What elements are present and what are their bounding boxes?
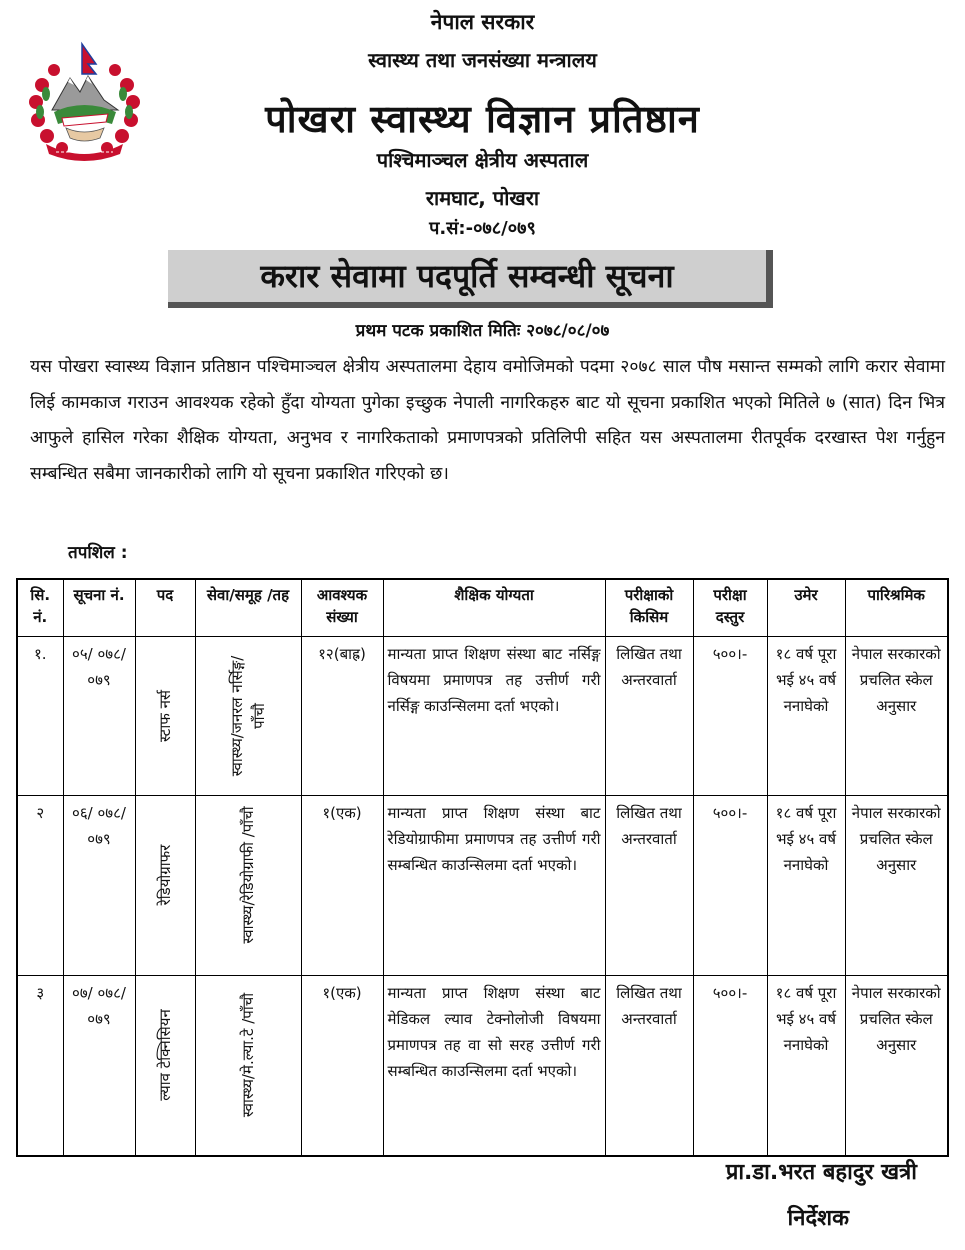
row-count: १२(बाह्र) [301, 637, 383, 796]
reference-number: प.सं:-०७८/०७९ [429, 218, 536, 239]
publication-date: प्रथम पटक प्रकाशित मितिः २०७८/०८/०७ [355, 321, 610, 341]
row-fee: ५००।- [693, 796, 767, 976]
header-cell: सि. नं. [17, 579, 63, 637]
service-text: स्वास्थ्य/मे.ल्या.टे /पाँचौ [239, 992, 257, 1118]
row-post [135, 796, 195, 976]
row-exam-type: लिखित तथा अन्तरवार्ता [605, 796, 693, 976]
row-qualification: मान्यता प्राप्त शिक्षण संस्था बाट रेडियोग्राफीमा प्रमाणपत्र तह उत्तीर्ण गरी सम्बन्धित काउन्सिलमा दर्ता भएको। [383, 796, 605, 976]
row-fee: ५००।- [693, 637, 767, 796]
row-sn: १. [17, 637, 63, 796]
row-age: १८ वर्ष पूरा भई ४५ वर्ष ननाघेको [767, 796, 845, 976]
table-row [17, 637, 948, 796]
row-exam-type: लिखित तथा अन्तरवार्ता [605, 637, 693, 796]
table-header-row [17, 579, 948, 637]
ministry-name: स्वास्थ्य तथा जनसंख्या मन्त्रालय [368, 48, 597, 72]
table-row [17, 976, 948, 1156]
row-notice-no: ०६/ ०७८/ ०७९ [63, 796, 135, 976]
row-sn: २ [17, 796, 63, 976]
post-text: रेडियोग्राफर [156, 844, 174, 906]
row-exam-type: लिखित तथा अन्तरवार्ता [605, 976, 693, 1156]
header-cell: सूचना नं. [63, 579, 135, 637]
institute-name: पोखरा स्वास्थ्य विज्ञान प्रतिष्ठान [265, 97, 700, 141]
post-text: ल्याव टेक्निसियन [156, 1009, 174, 1101]
post-text: स्टाफ नर्स [156, 689, 174, 743]
row-notice-no: ०५/ ०७८/ ०७९ [63, 637, 135, 796]
row-salary: नेपाल सरकारको प्रचलित स्केल अनुसार [845, 796, 948, 976]
service-text: स्वास्थ्य/रेडियोग्राफी /पाँचौ [239, 806, 257, 944]
signatory-name: प्रा.डा.भरत बहादुर खत्री [725, 1160, 917, 1185]
government-name: नेपाल सरकार [430, 10, 535, 34]
row-qualification: मान्यता प्राप्त शिक्षण संस्था बाट नर्सिङ्ग विषयमा प्रमाणपत्र तह उत्तीर्ण गरी नर्सिङ्ग काउन्सिलमा दर्ता भएको। [383, 637, 605, 796]
header-cell: पारिश्रमिक [845, 579, 948, 637]
details-label: तपशिल : [68, 543, 128, 563]
row-qualification: मान्यता प्राप्त शिक्षण संस्था बाट मेडिकल ल्याव टेक्नोलोजी विषयमा प्रमाणपत्र तह वा सो सरह उत्तीर्ण गरी सम्बन्धित काउन्सिलमा दर्ता भएको। [383, 976, 605, 1156]
header-cell: सेवा/समूह /तह [195, 579, 301, 637]
row-sn: ३ [17, 976, 63, 1156]
row-salary: नेपाल सरकारको प्रचलित स्केल अनुसार [845, 637, 948, 796]
header-cell: आवश्यक संख्या [301, 579, 383, 637]
row-age: १८ वर्ष पूरा भई ४५ वर्ष ननाघेको [767, 637, 845, 796]
row-service [195, 796, 301, 976]
location: रामघाट, पोखरा [425, 186, 540, 210]
row-notice-no: ०७/ ०७८/ ०७९ [63, 976, 135, 1156]
row-count: १(एक) [301, 796, 383, 976]
header-cell: पद [135, 579, 195, 637]
hospital-name: पश्चिमाञ्चल क्षेत्रीय अस्पताल [376, 148, 589, 172]
service-text: स्वास्थ्य/जनरल नर्सिङ्ग/पाँचौ [228, 655, 268, 777]
table-row [17, 796, 948, 976]
row-salary: नेपाल सरकारको प्रचलित स्केल अनुसार [845, 976, 948, 1156]
row-service [195, 976, 301, 1156]
row-post [135, 637, 195, 796]
header-cell: परीक्षाको किसिम [605, 579, 693, 637]
signatory-title: निर्देशक [787, 1206, 849, 1231]
row-age: १८ वर्ष पूरा भई ४५ वर्ष ननाघेको [767, 976, 845, 1156]
header-cell: परीक्षा दस्तुर [693, 579, 767, 637]
row-fee: ५००।- [693, 976, 767, 1156]
header-cell: शैक्षिक योग्यता [383, 579, 605, 637]
row-post [135, 976, 195, 1156]
notice-title: करार सेवामा पदपूर्ति सम्वन्धी सूचना [168, 250, 773, 308]
vacancy-table [16, 578, 949, 1157]
row-count: १(एक) [301, 976, 383, 1156]
row-service [195, 637, 301, 796]
notice-body: यस पोखरा स्वास्थ्य विज्ञान प्रतिष्ठान पश्चिमाञ्चल क्षेत्रीय अस्पतालमा देहाय वमोजिमको पदमा २०७८ साल पौष मसान्त सम्मको लागि करार सेवामा लिई कामकाज गराउन आवश्यक रहेको हुँदा योग्यता पुगेका इच्छुक नेपाली नागरिकहरु बाट यो सूचना प्रकाशित भएको मितिले ७ (सात) दिन भित्र आफुले हासिल गरेका शैक्षिक योग्यता, अनुभव र नागरिकताको प्रमाणपत्रको प्रतिलिपी सहित यस अस्पतालमा रीतपूर्वक दरखास्त पेश गर्नुहुन सम्बन्धित सबैमा जानकारीको लागि यो सूचना प्रकाशित गरिएको छ। [30, 357, 945, 484]
header-cell: उमेर [767, 579, 845, 637]
